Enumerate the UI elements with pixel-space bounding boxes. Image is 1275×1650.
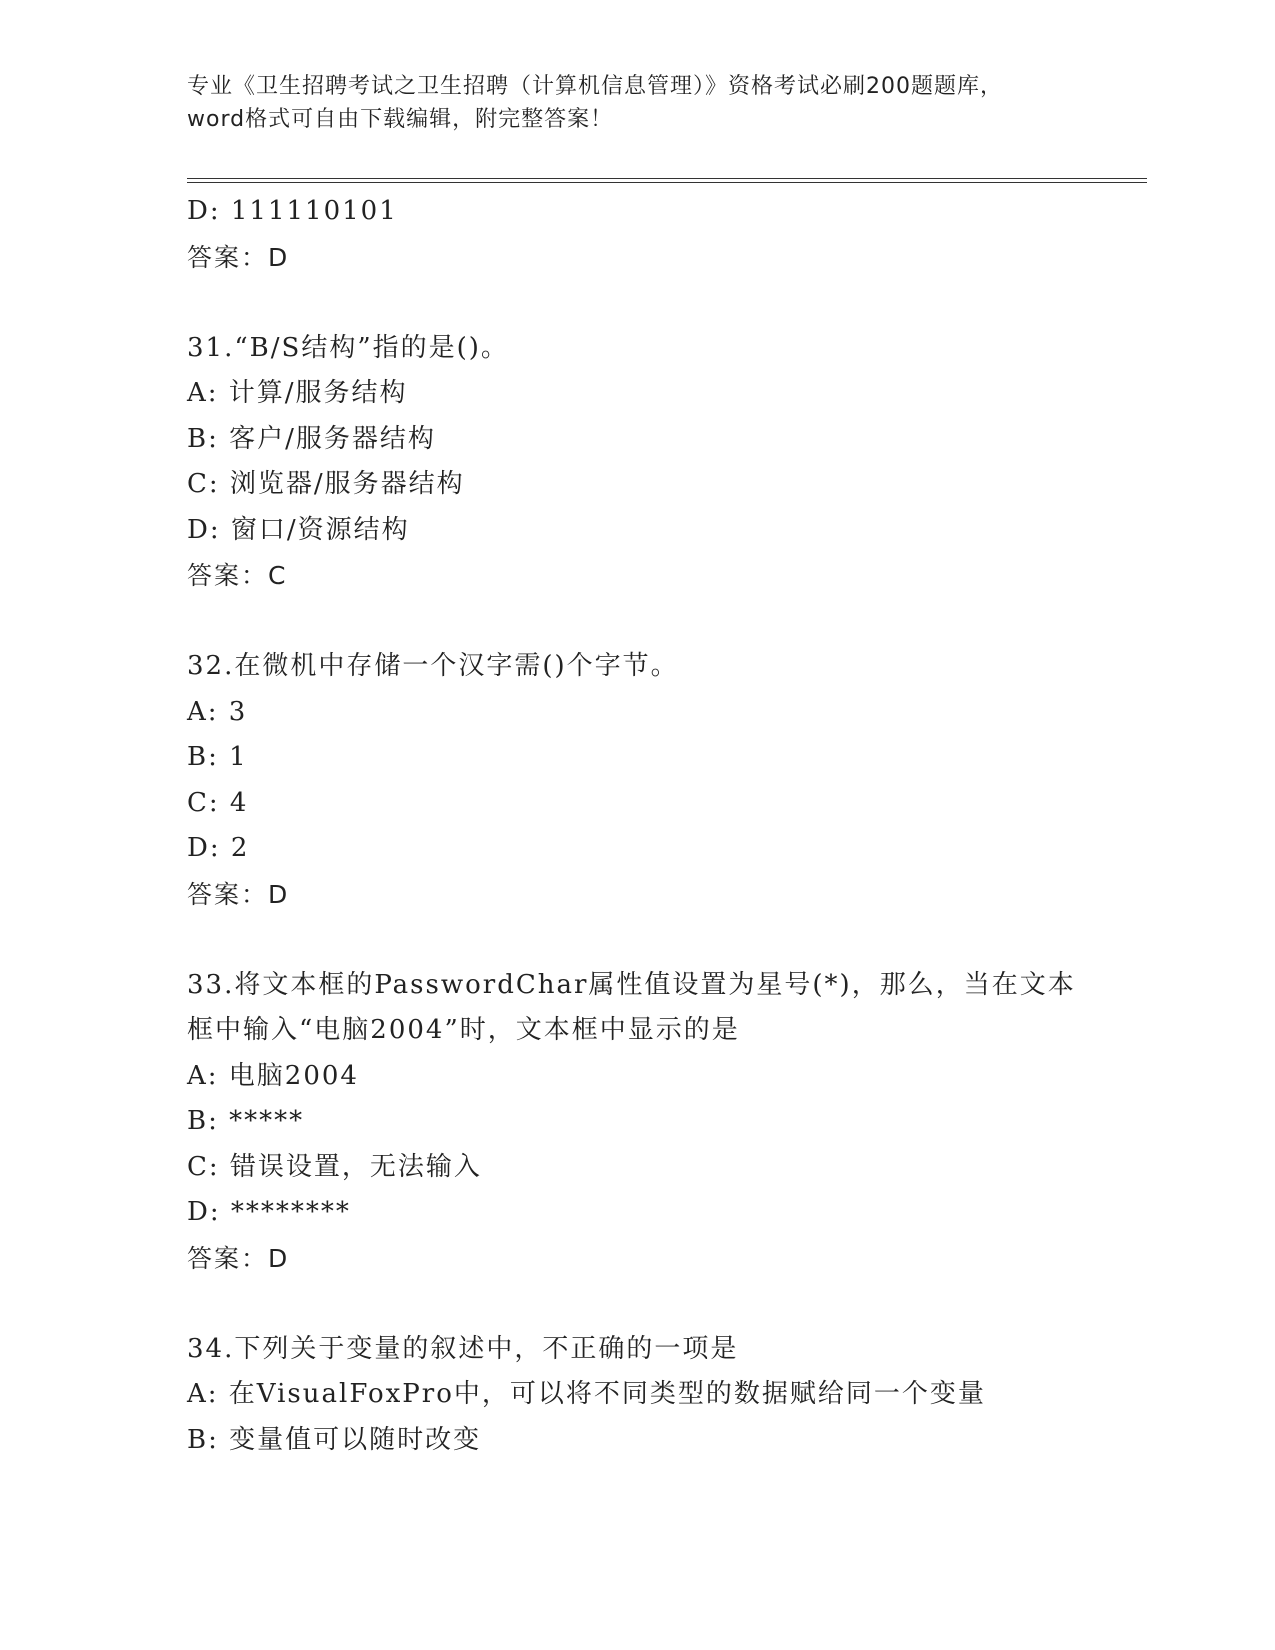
- option-d: D: 111110101: [187, 196, 398, 226]
- question-31: [187, 326, 1087, 599]
- option-a: A: 在VisualFoxPro中，可以将不同类型的数据赋给同一个变量: [187, 1379, 986, 1409]
- question-34: [187, 1327, 1087, 1464]
- answer: 答案：C: [187, 561, 288, 590]
- question-stem: 34.下列关于变量的叙述中，不正确的一项是: [187, 1333, 739, 1364]
- question-33: [187, 963, 1087, 1282]
- spacer: [187, 1281, 1087, 1327]
- question-32: [187, 644, 1087, 917]
- option-d: D: 2: [187, 833, 250, 863]
- question-stem: 32.在微机中存储一个汉字需()个字节。: [187, 651, 679, 681]
- option-a: A: 3: [187, 696, 248, 727]
- answer: 答案：D: [187, 1243, 290, 1273]
- header-line-2: word格式可自由下载编辑，附完整答案！: [187, 107, 614, 132]
- question-list: [187, 189, 1087, 1463]
- header-line-1: 专业《卫生招聘考试之卫生招聘（计算机信息管理）》资格考试必刷200题题库，: [187, 74, 1003, 99]
- document-header: [187, 70, 1087, 136]
- header-divider: [187, 178, 1147, 183]
- question-stem-line-1: 33.将文本框的PasswordChar属性值设置为星号(*)，那么，当在文本: [187, 969, 1076, 1000]
- option-d: D: 窗口/资源结构: [187, 514, 410, 545]
- option-b: B: 1: [187, 742, 248, 772]
- option-c: C: 浏览器/服务器结构: [187, 469, 465, 499]
- option-d: D: ********: [187, 1197, 351, 1227]
- spacer: [187, 280, 1087, 326]
- option-b: B: 客户/服务器结构: [187, 423, 436, 454]
- question-stem-line-2: 框中输入“电脑2004”时，文本框中显示的是: [187, 1015, 740, 1045]
- option-a: A: 计算/服务结构: [187, 378, 408, 408]
- spacer: [187, 917, 1087, 963]
- answer: 答案：D: [187, 879, 290, 909]
- option-b: B: *****: [187, 1106, 305, 1136]
- option-b: B: 变量值可以随时改变: [187, 1424, 482, 1455]
- option-a: A: 电脑2004: [187, 1060, 359, 1091]
- question-30-tail: [187, 189, 1087, 280]
- option-c: C: 错误设置，无法输入: [187, 1151, 482, 1182]
- question-stem: 31.“B/S结构”指的是()。: [187, 332, 509, 363]
- option-c: C: 4: [187, 787, 249, 818]
- spacer: [187, 599, 1087, 645]
- answer: 答案：D: [187, 242, 290, 272]
